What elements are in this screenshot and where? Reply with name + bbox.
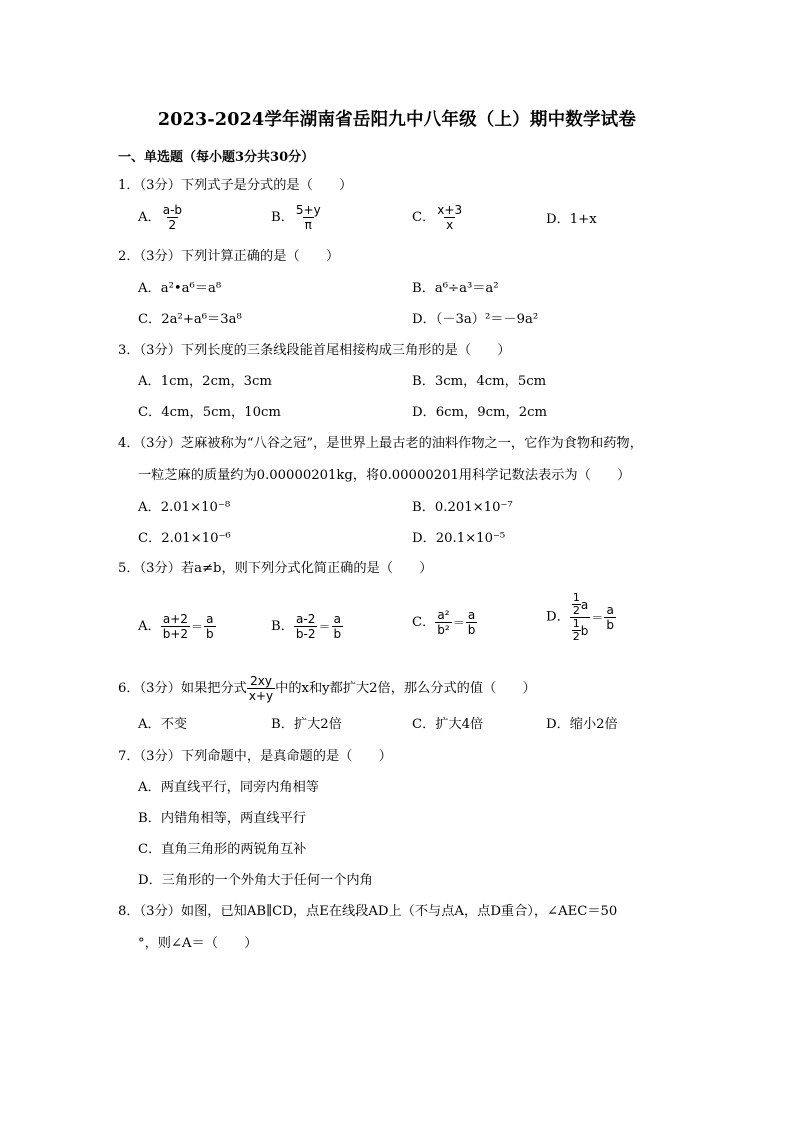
question-2-option-b[interactable]: B．a⁶÷a³＝a²	[412, 281, 499, 296]
question-7-option-d[interactable]: D．三角形的一个外角大于任何一个内角	[138, 873, 373, 888]
question-7-option-b[interactable]: B．内错角相等，两直线平行	[138, 811, 306, 826]
fraction: $\frac{5+y}{\pi}$	[295, 203, 321, 232]
fraction: $\frac{a-b}{2}$	[162, 203, 183, 232]
question-6-option-d[interactable]: D．缩小2倍	[546, 717, 618, 732]
question-5-stem: 5．（3分）若a≠b，则下列分式化简正确的是（ ）	[118, 561, 433, 576]
page-title: 2023-2024学年湖南省岳阳九中八年级（上）期中数学试卷	[157, 110, 637, 130]
question-4-option-c[interactable]: C．2.01×10⁻⁶	[138, 531, 231, 546]
question-1-option-a[interactable]: A． $\frac{a-b}{2}$	[138, 203, 183, 232]
question-1-stem: 1．（3分）下列式子是分式的是（ ）	[118, 178, 353, 193]
question-8-stem-line-2: °，则∠A＝（ ）	[138, 936, 258, 951]
question-3-option-b[interactable]: B．3cm，4cm，5cm	[412, 374, 547, 389]
question-2-stem: 2．（3分）下列计算正确的是（ ）	[118, 249, 340, 264]
question-3-option-d[interactable]: D．6cm，9cm，2cm	[412, 405, 547, 420]
question-4-stem-line-2: 一粒芝麻的质量约为0.00000201kg，将0.00000201用科学记数法表示为（ ）	[138, 468, 631, 483]
fraction: $\frac{2xy}{x+y}$	[248, 674, 274, 703]
question-6-option-c[interactable]: C．扩大4倍	[412, 717, 484, 732]
question-4-option-d[interactable]: D．20.1×10⁻⁵	[412, 531, 506, 546]
question-1-option-c[interactable]: C． $\frac{x+3}{x}$	[412, 203, 463, 232]
question-6-stem: 6．（3分）如果把分式 $\frac{2xy}{x+y}$ 中的x和y都扩大2倍，那么分式的值（ ）	[118, 674, 536, 703]
question-2-option-c[interactable]: C．2a²+a⁶＝3a⁸	[138, 312, 242, 327]
compound-fraction: $\frac{1}{2}$ a $\frac{1}{2}$ b	[570, 592, 591, 643]
question-5-option-b[interactable]: B． $\frac{a-2}{b-2}$ ＝ $\frac{a}{b}$	[271, 612, 342, 641]
question-7-stem: 7．（3分）下列命题中，是真命题的是（ ）	[118, 749, 392, 764]
question-4-option-b[interactable]: B．0.201×10⁻⁷	[412, 500, 513, 515]
question-5-option-a[interactable]: A． $\frac{a+2}{b+2}$ ＝ $\frac{a}{b}$	[138, 612, 214, 641]
question-5-option-d[interactable]: D． $\frac{1}{2}$ a $\frac{1}{2}$ b ＝ $\frac{a}{b}$	[546, 591, 615, 643]
question-3-option-a[interactable]: A．1cm，2cm，3cm	[138, 374, 272, 389]
question-7-option-a[interactable]: A．两直线平行，同旁内角相等	[138, 780, 319, 795]
fraction: $\frac{x+3}{x}$	[437, 203, 463, 232]
question-6-option-b[interactable]: B．扩大2倍	[271, 717, 342, 732]
question-1-option-b[interactable]: B． $\frac{5+y}{\pi}$	[271, 203, 321, 232]
question-8-stem-line-1: 8．（3分）如图，已知AB∥CD，点E在线段AD上（不与点A，点D重合），∠AEC＝50	[118, 904, 618, 919]
question-1-option-d[interactable]: D．1+x	[546, 212, 597, 227]
question-4-stem-line-1: 4．（3分）芝麻被称为“八谷之冠”，是世界上最古老的油料作物之一，它作为食物和药物，	[118, 436, 643, 451]
question-3-option-c[interactable]: C．4cm，5cm，10cm	[138, 405, 281, 420]
question-4-option-a[interactable]: A．2.01×10⁻⁸	[138, 500, 231, 515]
question-6-option-a[interactable]: A．不变	[138, 717, 188, 732]
question-2-option-d[interactable]: D．（－3a）²＝－9a²	[412, 312, 539, 327]
question-7-option-c[interactable]: C．直角三角形的两锐角互补	[138, 842, 307, 857]
question-3-stem: 3．（3分）下列长度的三条线段能首尾相接构成三角形的是（ ）	[118, 343, 511, 358]
question-2-option-a[interactable]: A．a²•a⁶＝a⁸	[138, 281, 222, 296]
question-5-option-c[interactable]: C． $\frac{\text{a²}}{\text{b²}}$ ＝ $\frac{a}{b}$	[412, 608, 476, 637]
section-heading-single-choice: 一、单选题（每小题3分共30分）	[118, 150, 315, 165]
